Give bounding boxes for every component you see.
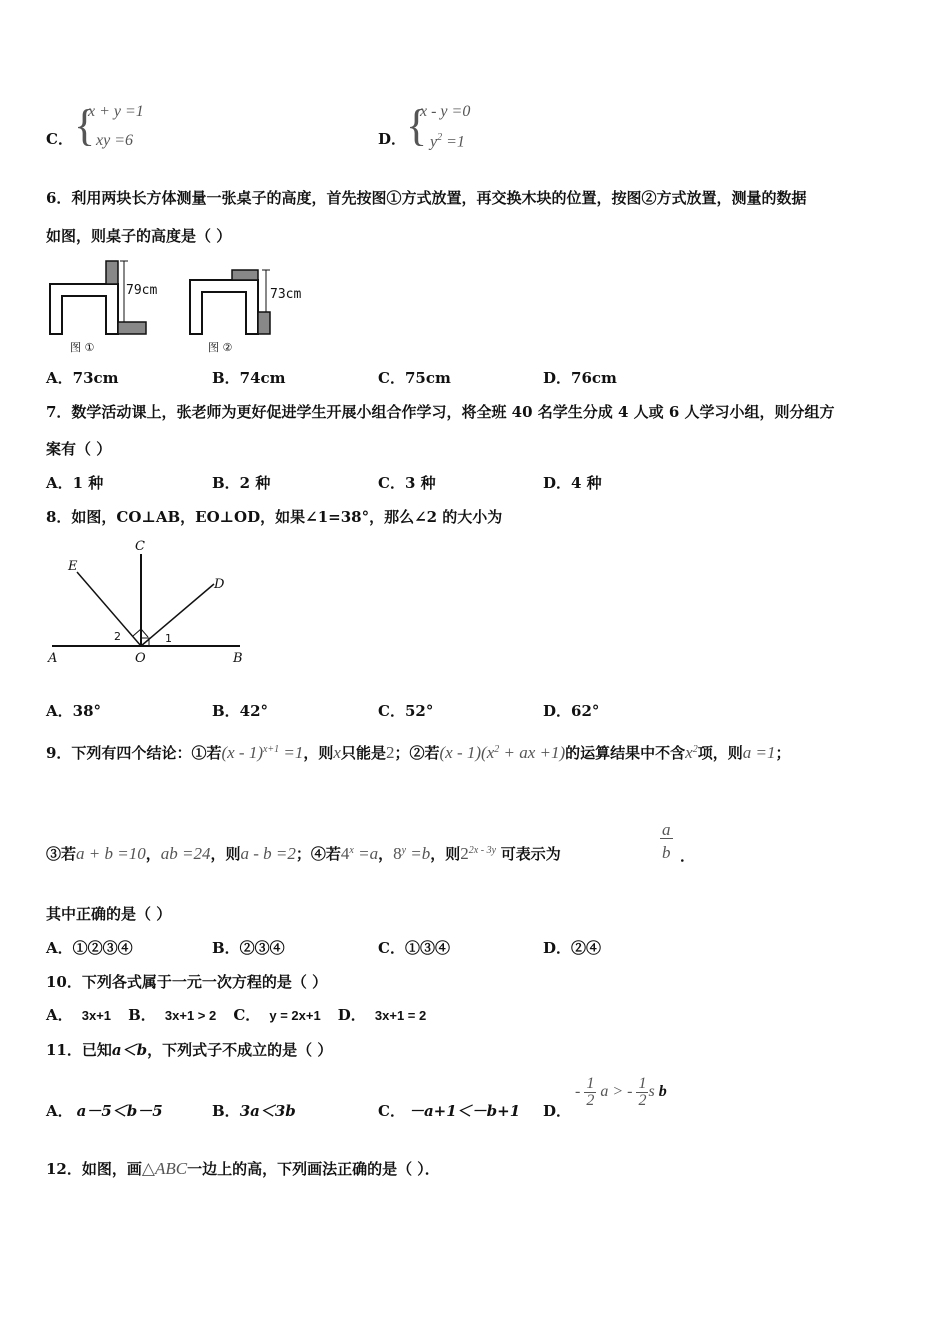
- q10-option-d[interactable]: 3x+1 = 2: [374, 1008, 427, 1023]
- q5-option-d-label: D．: [378, 130, 407, 148]
- q10-options: [46, 1004, 426, 1025]
- q12-stem: 12．如图，画△ABC一边上的高，下列画法正确的是（ ）．: [46, 1159, 440, 1178]
- q6-option-c[interactable]: C．75cm: [378, 369, 451, 387]
- q10-option-a-label[interactable]: A．: [46, 1006, 73, 1024]
- q7-option-b[interactable]: B．2 种: [212, 474, 271, 492]
- q7-stem-line1: 7．数学活动课上，张老师为更好促进学生开展小组合作学习，将全班 40 名学生分成 4 人或 6 人学习小组，则分组方: [46, 403, 835, 421]
- q8-label-angle1: 1: [165, 632, 172, 645]
- q8-stem: 8．如图，CO⊥AB，EO⊥OD，如果∠1=38°，那么∠2 的大小为: [46, 508, 503, 526]
- q5-c-brace: {: [74, 101, 96, 150]
- q8-label-d: D: [214, 577, 225, 592]
- q6-fig2-floor-block: [258, 312, 270, 334]
- q11-option-b[interactable]: B．3a＜3b: [212, 1102, 296, 1120]
- q9-option-c[interactable]: C．①③④: [378, 939, 450, 957]
- q5-option-c-label: C．: [46, 130, 73, 148]
- q6-stem-line1: 6．利用两块长方体测量一张桌子的高度，首先按图①方式放置，再交换木块的位置，按图②方式放置，测量的数据: [46, 189, 807, 207]
- q6-fig2-measure: 73cm: [270, 287, 302, 302]
- q8-label-b: B: [233, 651, 243, 666]
- q8-label-a: A: [48, 651, 58, 666]
- q7-stem-line2: 案有（ ）: [46, 440, 112, 458]
- q8-option-c[interactable]: C．52°: [378, 702, 434, 720]
- q8-ray-od: [141, 584, 214, 646]
- q6-fig2-top-block: [232, 270, 258, 280]
- q9-option-b[interactable]: B．②③④: [212, 939, 285, 957]
- q9-fraction: $\frac{a}{b}$: [662, 820, 671, 862]
- q11-option-c[interactable]: C． －a+1＜－b+1: [378, 1102, 521, 1120]
- q5-c-eq2: xy =6: [96, 132, 133, 149]
- q7-option-c[interactable]: C．3 种: [378, 474, 436, 492]
- q10-option-b-label[interactable]: B．: [128, 1006, 156, 1024]
- q10-option-c[interactable]: y = 2x+1: [269, 1008, 321, 1023]
- q8-option-a[interactable]: A．38°: [46, 702, 102, 720]
- q6-fig1-caption: 图 ①: [70, 341, 95, 354]
- q7-option-a[interactable]: A．1 种: [46, 474, 104, 492]
- q9-line1: 9．下列有四个结论：①若(x - 1)$^{x+1}$ =1，则x只能是2；②若$(x - 1)(x^2$ + ax +1)的运算结果中不含$x^2$项，则a =1；: [46, 743, 791, 762]
- q6-fig1-top-block: [106, 261, 118, 284]
- q6-option-a[interactable]: A．73cm: [46, 369, 119, 387]
- q11-option-a[interactable]: A． a－5＜b－5: [46, 1102, 163, 1120]
- q9-line2: ③若a + b =10，ab =24，则a - b =2；④若$4^x =a$，$8^y =b$，则$2^{2x - 3y}$ 可表示为: [46, 844, 561, 863]
- q8-option-b[interactable]: B．42°: [212, 702, 269, 720]
- q9-option-a[interactable]: A．①②③④: [46, 939, 133, 957]
- q6-fig1-measure: 79cm: [126, 283, 158, 298]
- q8-label-o: O: [135, 651, 146, 666]
- q10-option-a[interactable]: 3x+1: [81, 1008, 112, 1023]
- q6-fig2-table: [190, 280, 258, 334]
- q5-c-eq1: x + y =1: [88, 103, 144, 120]
- q11-stem: 11．已知a＜b，下列式子不成立的是（ ）: [46, 1041, 333, 1059]
- q5-d-eq1: x - y =0: [420, 103, 471, 120]
- q5-d-brace: {: [406, 101, 428, 150]
- q10-stem: 10．下列各式属于一元一次方程的是（ ）: [46, 973, 328, 991]
- q6-option-d[interactable]: D．76cm: [543, 369, 617, 387]
- q6-stem-line2: 如图，则桌子的高度是（ ）: [46, 227, 232, 245]
- q9-option-d[interactable]: D．②④: [543, 939, 602, 957]
- q10-option-d-label[interactable]: D．: [337, 1006, 366, 1024]
- q5-d-eq2: $y^2 =1$: [430, 132, 465, 151]
- q6-fig1-floor-block: [118, 322, 146, 334]
- q7-option-d[interactable]: D．4 种: [543, 474, 602, 492]
- q9-which: 其中正确的是（ ）: [46, 905, 172, 923]
- q6-figure: [44, 256, 324, 356]
- q8-label-c: C: [135, 539, 145, 554]
- q6-fig1-table: [50, 284, 118, 334]
- q10-option-b[interactable]: 3x+1 > 2: [164, 1008, 217, 1023]
- q8-ray-oe: [77, 572, 141, 646]
- q6-fig2-caption: 图 ②: [208, 341, 233, 354]
- q8-label-e: E: [68, 559, 78, 574]
- q8-option-d[interactable]: D．62°: [543, 702, 600, 720]
- q6-option-b[interactable]: B．74cm: [212, 369, 286, 387]
- q11-option-d-expr[interactable]: - $\frac{1}{2}$ a > - $\frac{1}{2}$ s b: [575, 1075, 667, 1109]
- q8-figure: [44, 536, 254, 666]
- q10-option-c-label[interactable]: C．: [233, 1006, 261, 1024]
- q11-option-d-label[interactable]: D．: [543, 1102, 572, 1120]
- q8-label-angle2: 2: [114, 630, 121, 643]
- q9-period: ．: [680, 847, 696, 865]
